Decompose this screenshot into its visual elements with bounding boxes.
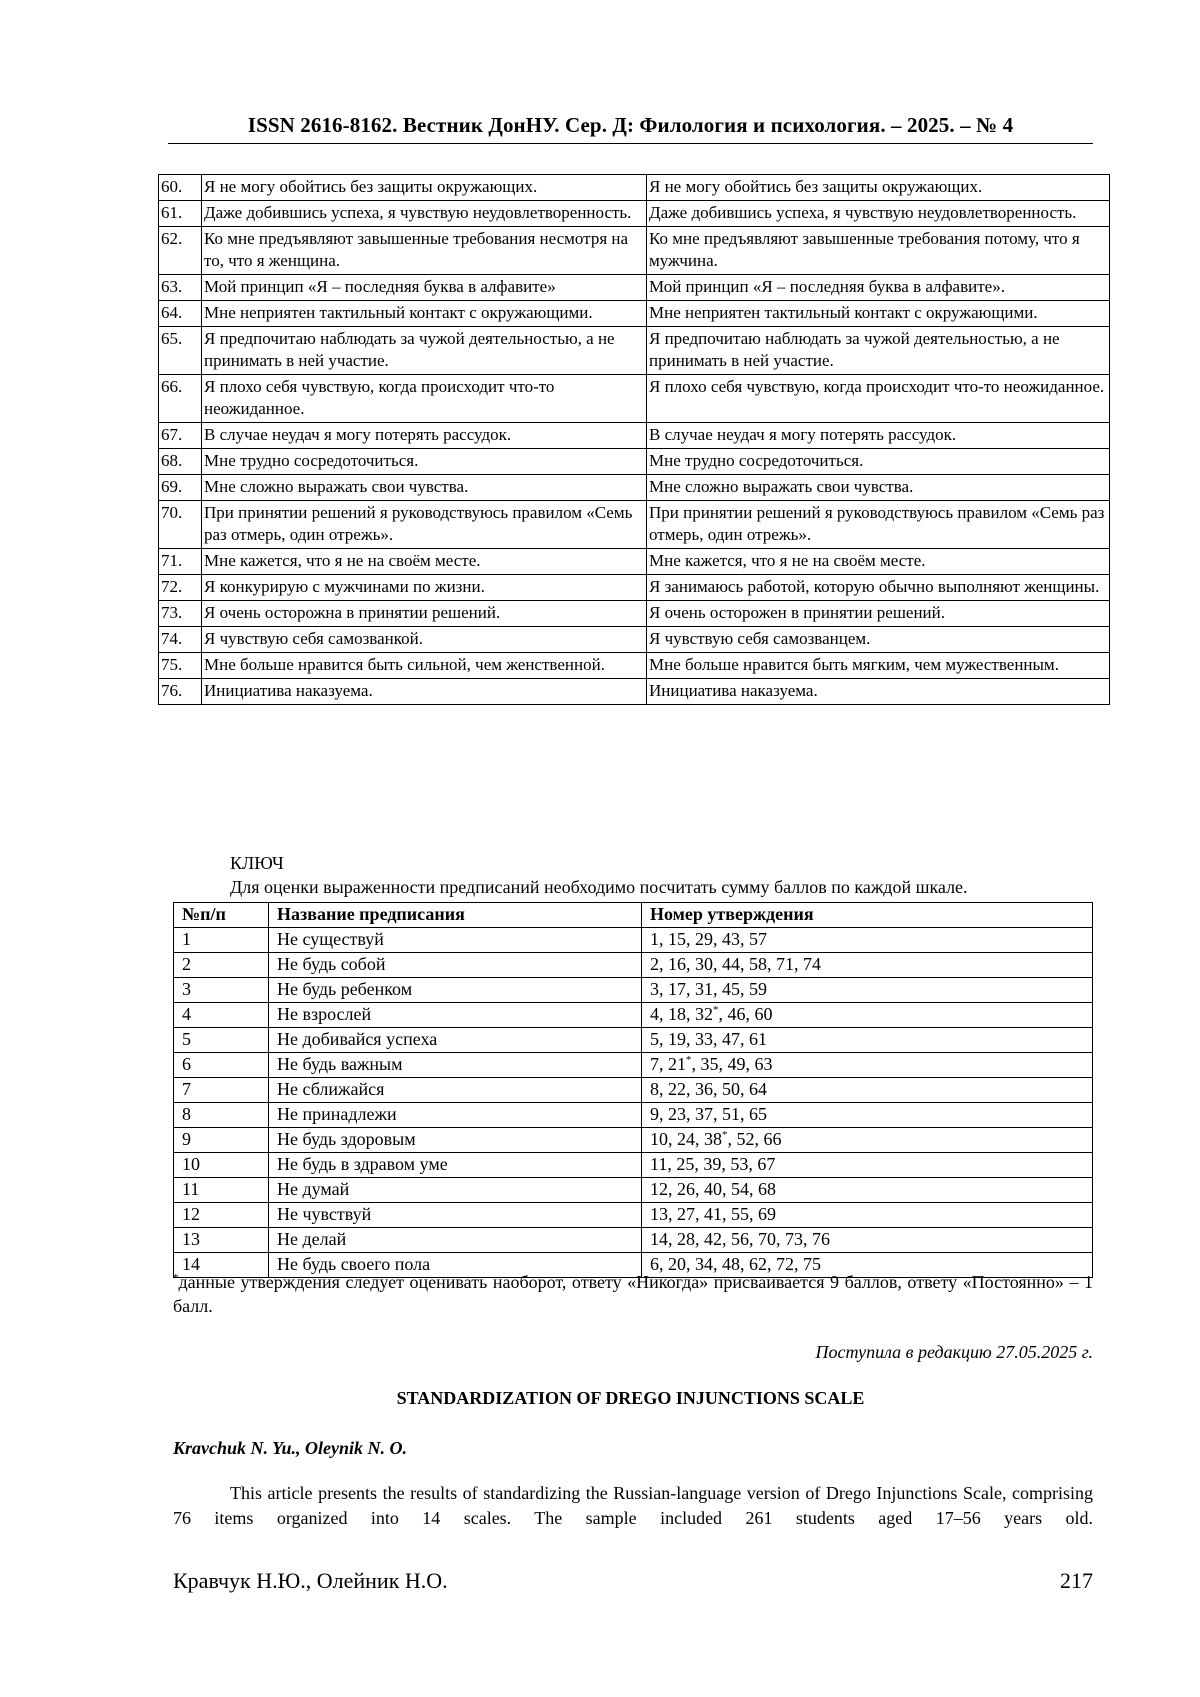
item-row [159,175,1110,201]
english-title: STANDARDIZATION OF DREGO INJUNCTIONS SCALE [396,1388,865,1408]
key-injunction-name: Не будь своего пола [269,1253,642,1278]
item-number: 71. [159,549,202,575]
item-number: 61. [159,201,202,227]
items-table [158,174,1110,705]
key-item-numbers-post: , 52, 66 [727,1129,782,1149]
item-male-text: Мне сложно выражать свои чувства. [647,475,1110,501]
item-number: 66. [159,375,202,423]
item-number: 68. [159,449,202,475]
item-female-text: Даже добившись успеха, я чувствую неудовлетворенность. [202,201,647,227]
item-male-text: Мне неприятен тактильный контакт с окружающими. [647,301,1110,327]
key-number: 13 [174,1228,269,1253]
item-female-text: Инициатива наказуема. [202,679,647,705]
item-female-text: В случае неудач я могу потерять рассудок. [202,423,647,449]
reverse-score-asterisk: * [713,1004,719,1016]
item-row [159,275,1110,301]
key-injunction-name: Не принадлежи [269,1103,642,1128]
item-male-text: Мне больше нравится быть мягким, чем мужественным. [647,653,1110,679]
key-injunction-name: Не существуй [269,928,642,953]
key-row [174,1103,1093,1128]
item-row [159,501,1110,549]
item-number: 72. [159,575,202,601]
item-male-text: Я чувствую себя самозванцем. [647,627,1110,653]
key-item-numbers: 9, 23, 37, 51, 65 [642,1103,1093,1128]
key-item-numbers: 14, 28, 42, 56, 70, 73, 76 [642,1228,1093,1253]
item-number: 75. [159,653,202,679]
key-injunction-name: Не думай [269,1178,642,1203]
item-male-text: В случае неудач я могу потерять рассудок. [647,423,1110,449]
item-male-text: Я занимаюсь работой, которую обычно выполняют женщины. [647,575,1110,601]
key-number: 12 [174,1203,269,1228]
key-item-numbers: 5, 19, 33, 47, 61 [642,1028,1093,1053]
item-male-text: Я плохо себя чувствую, когда происходит что-то неожиданное. [647,375,1110,423]
key-item-numbers-pre: 10, 24, 38 [650,1129,722,1149]
item-number: 62. [159,227,202,275]
item-number: 64. [159,301,202,327]
key-item-numbers [642,1053,1093,1078]
key-table [173,902,1093,1278]
item-number: 73. [159,601,202,627]
key-row [174,1203,1093,1228]
key-number: 1 [174,928,269,953]
key-title: КЛЮЧ [230,853,284,873]
key-item-numbers: 11, 25, 39, 53, 67 [642,1153,1093,1178]
footnote-text: данные утверждения следует оценивать наоборот, ответу «Никогда» присваивается 9 баллов, ответу «Постоянно» – 1 балл. [173,1272,1093,1316]
key-item-numbers-post: , 35, 49, 63 [691,1054,773,1074]
item-female-text: Мой принцип «Я – последняя буква в алфавите» [202,275,647,301]
key-number: 8 [174,1103,269,1128]
key-row [174,1003,1093,1028]
key-row [174,1128,1093,1153]
key-row [174,928,1093,953]
key-item-numbers-pre: 7, 21 [650,1054,686,1074]
item-row [159,679,1110,705]
item-male-text: Ко мне предъявляют завышенные требования потому, что я мужчина. [647,227,1110,275]
item-number: 70. [159,501,202,549]
page-number: 217 [1060,1568,1093,1593]
item-row [159,475,1110,501]
key-item-numbers: 2, 16, 30, 44, 58, 71, 74 [642,953,1093,978]
key-number: 10 [174,1153,269,1178]
key-injunction-name: Не будь здоровым [269,1128,642,1153]
item-row [159,301,1110,327]
key-row [174,1028,1093,1053]
key-item-numbers-pre: 4, 18, 32 [650,1004,713,1024]
item-female-text: Я очень осторожна в принятии решений. [202,601,647,627]
item-number: 69. [159,475,202,501]
key-injunction-name: Не взрослей [269,1003,642,1028]
key-injunction-name: Не чувствуй [269,1203,642,1228]
key-injunction-name: Не сближайся [269,1078,642,1103]
item-female-text: Я плохо себя чувствую, когда происходит что-то неожиданное. [202,375,647,423]
item-number: 74. [159,627,202,653]
item-female-text: При принятии решений я руководствуюсь правилом «Семь раз отмерь, один отрежь». [202,501,647,549]
key-number: 6 [174,1053,269,1078]
key-number: 5 [174,1028,269,1053]
key-injunction-name: Не добивайся успеха [269,1028,642,1053]
item-male-text: Я предпочитаю наблюдать за чужой деятельностью, а не принимать в ней участие. [647,327,1110,375]
key-number: 14 [174,1253,269,1278]
key-number: 4 [174,1003,269,1028]
item-male-text: Мой принцип «Я – последняя буква в алфавите». [647,275,1110,301]
item-female-text: Мне неприятен тактильный контакт с окружающими. [202,301,647,327]
item-male-text: При принятии решений я руководствуюсь правилом «Семь раз отмерь, один отрежь». [647,501,1110,549]
item-female-text: Я конкурирую с мужчинами по жизни. [202,575,647,601]
key-item-numbers [642,1128,1093,1153]
key-row [174,1153,1093,1178]
running-header: ISSN 2616-8162. Вестник ДонНУ. Сер. Д: Филология и психология. – 2025. – № 4 [168,113,1093,144]
key-item-numbers: 8, 22, 36, 50, 64 [642,1078,1093,1103]
item-number: 67. [159,423,202,449]
item-male-text: Инициатива наказуема. [647,679,1110,705]
key-header-items: Номер утверждения [642,903,1093,928]
item-row [159,575,1110,601]
reverse-score-asterisk: * [686,1054,692,1066]
key-number: 2 [174,953,269,978]
item-number: 60. [159,175,202,201]
key-header-number: №п/п [174,903,269,928]
key-footnote [173,1270,1093,1318]
item-row [159,375,1110,423]
key-item-numbers-post: , 46, 60 [718,1004,773,1024]
item-row [159,201,1110,227]
english-authors: Kravchuk N. Yu., Oleynik N. O. [173,1438,408,1458]
item-male-text: Я очень осторожен в принятии решений. [647,601,1110,627]
item-female-text: Мне сложно выражать свои чувства. [202,475,647,501]
item-female-text: Я чувствую себя самозванкой. [202,627,647,653]
item-male-text: Мне трудно сосредоточиться. [647,449,1110,475]
footer-authors: Кравчук Н.Ю., Олейник Н.О. [173,1568,448,1593]
footnote-asterisk: * [173,1272,179,1284]
item-female-text: Мне больше нравится быть сильной, чем женственной. [202,653,647,679]
key-injunction-name: Не будь в здравом уме [269,1153,642,1178]
key-item-numbers [642,1003,1093,1028]
key-item-numbers: 1, 15, 29, 43, 57 [642,928,1093,953]
reverse-score-asterisk: * [722,1129,728,1141]
item-row [159,449,1110,475]
item-row [159,327,1110,375]
key-item-numbers: 6, 20, 34, 48, 62, 72, 75 [642,1253,1093,1278]
key-row [174,953,1093,978]
key-row [174,1078,1093,1103]
key-number: 9 [174,1128,269,1153]
key-row [174,978,1093,1003]
key-number: 3 [174,978,269,1003]
item-number: 65. [159,327,202,375]
item-row [159,653,1110,679]
key-number: 7 [174,1078,269,1103]
item-row [159,549,1110,575]
key-row [174,1178,1093,1203]
key-row [174,1228,1093,1253]
received-date: Поступила в редакцию 27.05.2025 г. [815,1342,1093,1362]
item-female-text: Я не могу обойтись без защиты окружающих. [202,175,647,201]
item-male-text: Мне кажется, что я не на своём месте. [647,549,1110,575]
key-header-name: Название предписания [269,903,642,928]
key-item-numbers: 3, 17, 31, 45, 59 [642,978,1093,1003]
item-number: 63. [159,275,202,301]
key-injunction-name: Не будь важным [269,1053,642,1078]
item-female-text: Я предпочитаю наблюдать за чужой деятельностью, а не принимать в ней участие. [202,327,647,375]
key-item-numbers: 13, 27, 41, 55, 69 [642,1203,1093,1228]
key-injunction-name: Не будь ребенком [269,978,642,1003]
key-row [174,1053,1093,1078]
key-injunction-name: Не делай [269,1228,642,1253]
item-row [159,601,1110,627]
item-number: 76. [159,679,202,705]
key-item-numbers: 12, 26, 40, 54, 68 [642,1178,1093,1203]
item-row [159,423,1110,449]
item-row [159,627,1110,653]
key-instruction: Для оценки выраженности предписаний необходимо посчитать сумму баллов по каждой шкале. [230,877,968,897]
item-female-text: Мне кажется, что я не на своём месте. [202,549,647,575]
key-injunction-name: Не будь собой [269,953,642,978]
item-male-text: Я не могу обойтись без защиты окружающих. [647,175,1110,201]
key-number: 11 [174,1178,269,1203]
item-female-text: Ко мне предъявляют завышенные требования несмотря на то, что я женщина. [202,227,647,275]
item-female-text: Мне трудно сосредоточиться. [202,449,647,475]
item-row [159,227,1110,275]
item-male-text: Даже добившись успеха, я чувствую неудовлетворенность. [647,201,1110,227]
english-abstract: This article presents the results of standardizing the Russian-language version of Drego Injunctions Scale, comprising 76 items organized into 14 scales. The sample included 261 students aged 17–56 years old. [173,1483,1093,1528]
